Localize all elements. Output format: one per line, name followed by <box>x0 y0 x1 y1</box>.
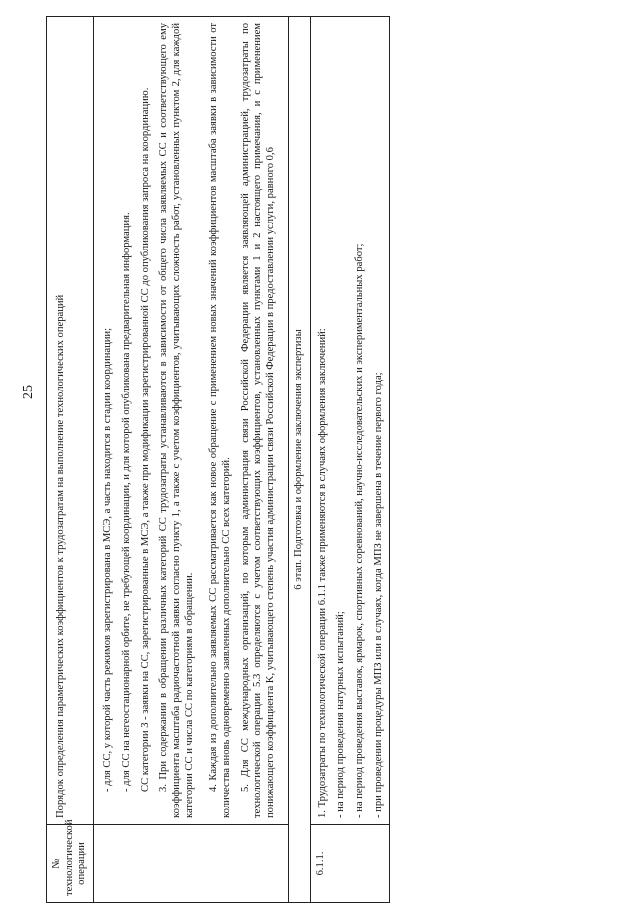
stage-row <box>288 17 310 903</box>
note-paragraph: 3. При содержании в обращении различных категорий СС трудозатраты устанавливаются в зависимости от общего числа заявляемых СС и соответствующего ему коэффициента масштаба радиочастотной заявки согласно пункту 1, а также с учетом коэффициентов, учитывающих сложность работ, установленных пунктом 2, для каждой категории СС и числа СС по категориям в обращении. <box>158 23 195 818</box>
note-paragraph: СС категории 3 - заявки на СС, зарегистрированные в МСЭ, а также при модификации зарегистрированной СС до опубликования запроса на координацию. <box>139 87 151 792</box>
note-paragraph: - для СС, у которой часть режимов зарегистрирована в МСЭ, а часть находится в стадии координации; <box>102 327 114 792</box>
note-paragraph: - для СС на негеостационарной орбите, не требующей координации, и для которой опубликована предварительная информация. <box>120 212 132 792</box>
page-number: 25 <box>21 385 36 399</box>
notes-cell <box>94 17 289 825</box>
rotated-page-content <box>46 16 634 903</box>
header-op-number: № технологической операции <box>47 825 94 903</box>
operations-table <box>46 16 390 903</box>
table-row <box>310 17 390 903</box>
stage-title: 6 этап. Подготовка и оформление заключения экспертизы <box>288 17 310 903</box>
op-number: 6.1.1. <box>310 825 390 903</box>
op-paragraph: - при проведении процедуры МПЗ или в случаях, когда МПЗ не завершена в течение первого года; <box>372 372 384 818</box>
note-paragraph: 4. Каждая из дополнительно заявляемых СС рассматривается как новое обращение с применением новых значений коэффициентов масштаба заявки в зависимости от количества вновь одновременно заявленных дополнительно СС всех категорий. <box>208 23 233 818</box>
op-paragraph: - на период проведения натурных испытаний; <box>335 611 347 818</box>
op-cell <box>310 17 390 825</box>
op-paragraph: - на период проведения выставок, ярмарок, спортивных соревнований, научно-исследовательских и экспериментальных работ; <box>353 243 365 818</box>
header-description: Порядок определения параметрических коэффициентов к трудозатратам на выполнение технологических операций <box>47 17 94 825</box>
empty-op-cell <box>94 825 289 903</box>
op-paragraph: 1. Трудозатраты по технологической операции 6.1.1 также применяются в случаях оформления заключений: <box>316 328 328 818</box>
note-paragraph: 5. Для СС международных организаций, по которым администрация связи Российской Федерации является заявляющей администрацией, трудозатраты по технологической операции 5.3 определяются с учетом соответствующих коэффициентов, установленных пунктами 1 и 2 настоящего примечания, и с применением понижающего коэффициента K, учитывающего степень участия администрации связи Российской Федерации в предоставлении услуги, равного 0,6 <box>239 23 277 818</box>
table-header-row <box>47 17 94 903</box>
table-row <box>94 17 289 903</box>
